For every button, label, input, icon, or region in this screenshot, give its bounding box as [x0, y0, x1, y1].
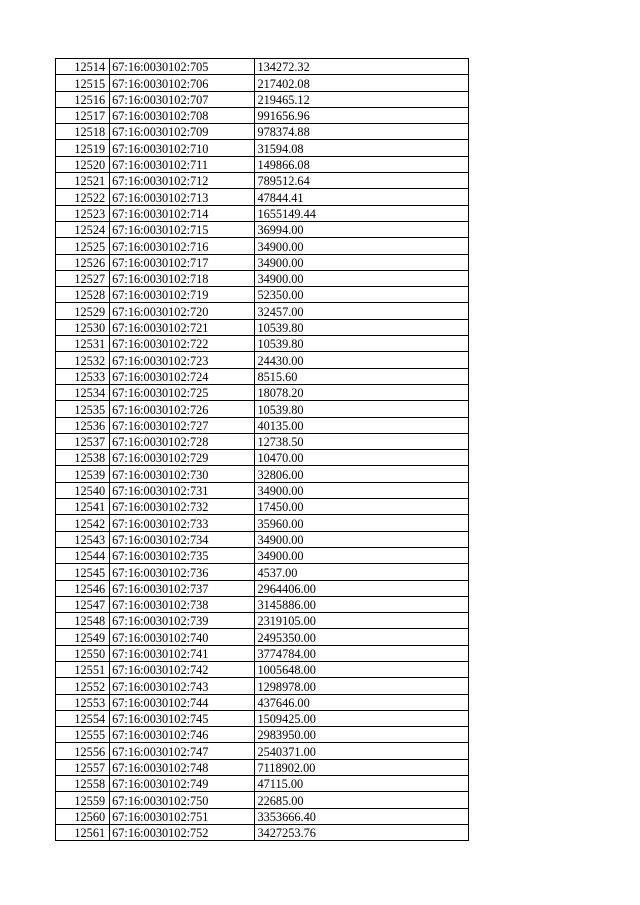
- value-cell: 34900.00: [255, 238, 469, 254]
- row-number-cell: 12535: [56, 401, 110, 417]
- table-row: [56, 743, 469, 759]
- cadastral-number-cell: 67:16:0030102:709: [110, 124, 255, 140]
- row-number-cell: 12561: [56, 824, 110, 840]
- value-cell: 47115.00: [255, 776, 469, 792]
- cadastral-number-cell: 67:16:0030102:730: [110, 466, 255, 482]
- cadastral-number-cell: 67:16:0030102:716: [110, 238, 255, 254]
- table-row: [56, 661, 469, 677]
- cadastral-number-cell: 67:16:0030102:723: [110, 352, 255, 368]
- row-number-cell: 12536: [56, 417, 110, 433]
- cadastral-number-cell: 67:16:0030102:718: [110, 270, 255, 286]
- value-cell: 34900.00: [255, 254, 469, 270]
- row-number-cell: 12551: [56, 661, 110, 677]
- table-row: [56, 107, 469, 123]
- cadastral-number-cell: 67:16:0030102:717: [110, 254, 255, 270]
- value-cell: 3353666.40: [255, 808, 469, 824]
- cadastral-number-cell: 67:16:0030102:734: [110, 531, 255, 547]
- cadastral-number-cell: 67:16:0030102:742: [110, 661, 255, 677]
- value-cell: 1655149.44: [255, 205, 469, 221]
- value-cell: 32457.00: [255, 303, 469, 319]
- cadastral-number-cell: 67:16:0030102:739: [110, 613, 255, 629]
- table-row: [56, 499, 469, 515]
- table-row: [56, 189, 469, 205]
- value-cell: 31594.08: [255, 140, 469, 156]
- row-number-cell: 12555: [56, 727, 110, 743]
- row-number-cell: 12556: [56, 743, 110, 759]
- cadastral-number-cell: 67:16:0030102:733: [110, 515, 255, 531]
- value-cell: 991656.96: [255, 107, 469, 123]
- cadastral-number-cell: 67:16:0030102:750: [110, 792, 255, 808]
- value-cell: 1298978.00: [255, 678, 469, 694]
- row-number-cell: 12526: [56, 254, 110, 270]
- cadastral-number-cell: 67:16:0030102:748: [110, 759, 255, 775]
- cadastral-number-cell: 67:16:0030102:715: [110, 221, 255, 237]
- value-cell: 10470.00: [255, 450, 469, 466]
- cadastral-number-cell: 67:16:0030102:737: [110, 580, 255, 596]
- table-row: [56, 450, 469, 466]
- table-row: [56, 580, 469, 596]
- cadastral-number-cell: 67:16:0030102:727: [110, 417, 255, 433]
- cadastral-number-cell: 67:16:0030102:752: [110, 824, 255, 840]
- row-number-cell: 12549: [56, 629, 110, 645]
- cadastral-number-cell: 67:16:0030102:744: [110, 694, 255, 710]
- cadastral-number-cell: 67:16:0030102:732: [110, 499, 255, 515]
- table-row: [56, 824, 469, 840]
- cadastral-number-cell: 67:16:0030102:740: [110, 629, 255, 645]
- value-cell: 35960.00: [255, 515, 469, 531]
- row-number-cell: 12529: [56, 303, 110, 319]
- row-number-cell: 12552: [56, 678, 110, 694]
- row-number-cell: 12554: [56, 710, 110, 726]
- row-number-cell: 12525: [56, 238, 110, 254]
- cadastral-number-cell: 67:16:0030102:746: [110, 727, 255, 743]
- table-row: [56, 205, 469, 221]
- row-number-cell: 12527: [56, 270, 110, 286]
- cadastral-number-cell: 67:16:0030102:708: [110, 107, 255, 123]
- table-row: [56, 596, 469, 612]
- row-number-cell: 12539: [56, 466, 110, 482]
- value-cell: 52350.00: [255, 287, 469, 303]
- value-cell: 22685.00: [255, 792, 469, 808]
- value-cell: 36994.00: [255, 221, 469, 237]
- cadastral-number-cell: 67:16:0030102:726: [110, 401, 255, 417]
- row-number-cell: 12542: [56, 515, 110, 531]
- row-number-cell: 12544: [56, 547, 110, 563]
- row-number-cell: 12546: [56, 580, 110, 596]
- cadastral-number-cell: 67:16:0030102:736: [110, 564, 255, 580]
- value-cell: 12738.50: [255, 433, 469, 449]
- value-cell: 32806.00: [255, 466, 469, 482]
- value-cell: 34900.00: [255, 270, 469, 286]
- row-number-cell: 12519: [56, 140, 110, 156]
- row-number-cell: 12522: [56, 189, 110, 205]
- cadastral-number-cell: 67:16:0030102:706: [110, 75, 255, 91]
- table-row: [56, 238, 469, 254]
- value-cell: 10539.80: [255, 401, 469, 417]
- row-number-cell: 12520: [56, 156, 110, 172]
- cadastral-number-cell: 67:16:0030102:738: [110, 596, 255, 612]
- table-row: [56, 808, 469, 824]
- cadastral-number-cell: 67:16:0030102:721: [110, 319, 255, 335]
- table-row: [56, 547, 469, 563]
- cadastral-number-cell: 67:16:0030102:735: [110, 547, 255, 563]
- table-row: [56, 319, 469, 335]
- cadastral-number-cell: 67:16:0030102:707: [110, 91, 255, 107]
- value-cell: 2319105.00: [255, 613, 469, 629]
- value-cell: 34900.00: [255, 547, 469, 563]
- table-row: [56, 270, 469, 286]
- cadastral-number-cell: 67:16:0030102:747: [110, 743, 255, 759]
- cadastral-number-cell: 67:16:0030102:722: [110, 336, 255, 352]
- cadastral-number-cell: 67:16:0030102:728: [110, 433, 255, 449]
- value-cell: 34900.00: [255, 482, 469, 498]
- row-number-cell: 12533: [56, 368, 110, 384]
- table-row: [56, 401, 469, 417]
- value-cell: 437646.00: [255, 694, 469, 710]
- table-row: [56, 368, 469, 384]
- value-cell: 217402.08: [255, 75, 469, 91]
- table-row: [56, 613, 469, 629]
- row-number-cell: 12514: [56, 59, 110, 75]
- table-row: [56, 91, 469, 107]
- cadastral-number-cell: 67:16:0030102:720: [110, 303, 255, 319]
- value-cell: 47844.41: [255, 189, 469, 205]
- value-cell: 10539.80: [255, 336, 469, 352]
- row-number-cell: 12538: [56, 450, 110, 466]
- table-row: [56, 287, 469, 303]
- value-cell: 789512.64: [255, 173, 469, 189]
- row-number-cell: 12532: [56, 352, 110, 368]
- row-number-cell: 12559: [56, 792, 110, 808]
- table-row: [56, 678, 469, 694]
- value-cell: 40135.00: [255, 417, 469, 433]
- value-cell: 978374.88: [255, 124, 469, 140]
- cadastral-number-cell: 67:16:0030102:745: [110, 710, 255, 726]
- value-cell: 3145886.00: [255, 596, 469, 612]
- value-cell: 219465.12: [255, 91, 469, 107]
- value-cell: 8515.60: [255, 368, 469, 384]
- value-cell: 7118902.00: [255, 759, 469, 775]
- cadastral-number-cell: 67:16:0030102:710: [110, 140, 255, 156]
- value-cell: 2983950.00: [255, 727, 469, 743]
- value-cell: 4537.00: [255, 564, 469, 580]
- table-row: [56, 140, 469, 156]
- table-row: [56, 384, 469, 400]
- table-row: [56, 727, 469, 743]
- value-cell: 149866.08: [255, 156, 469, 172]
- cadastral-number-cell: 67:16:0030102:705: [110, 59, 255, 75]
- table-row: [56, 75, 469, 91]
- row-number-cell: 12548: [56, 613, 110, 629]
- row-number-cell: 12528: [56, 287, 110, 303]
- row-number-cell: 12543: [56, 531, 110, 547]
- row-number-cell: 12531: [56, 336, 110, 352]
- cadastral-number-cell: 67:16:0030102:711: [110, 156, 255, 172]
- table-body: [56, 59, 469, 841]
- table-row: [56, 417, 469, 433]
- table-row: [56, 776, 469, 792]
- cadastral-number-cell: 67:16:0030102:751: [110, 808, 255, 824]
- table-row: [56, 173, 469, 189]
- cadastral-number-cell: 67:16:0030102:714: [110, 205, 255, 221]
- value-cell: 10539.80: [255, 319, 469, 335]
- row-number-cell: 12558: [56, 776, 110, 792]
- cadastral-number-cell: 67:16:0030102:712: [110, 173, 255, 189]
- row-number-cell: 12517: [56, 107, 110, 123]
- table-row: [56, 433, 469, 449]
- cadastral-number-cell: 67:16:0030102:729: [110, 450, 255, 466]
- table-row: [56, 156, 469, 172]
- table-row: [56, 482, 469, 498]
- row-number-cell: 12550: [56, 645, 110, 661]
- value-cell: 2495350.00: [255, 629, 469, 645]
- value-cell: 24430.00: [255, 352, 469, 368]
- table-row: [56, 124, 469, 140]
- cadastral-number-cell: 67:16:0030102:724: [110, 368, 255, 384]
- table-row: [56, 564, 469, 580]
- table-row: [56, 336, 469, 352]
- row-number-cell: 12553: [56, 694, 110, 710]
- value-cell: 134272.32: [255, 59, 469, 75]
- table-row: [56, 645, 469, 661]
- table-row: [56, 303, 469, 319]
- row-number-cell: 12521: [56, 173, 110, 189]
- value-cell: 1005648.00: [255, 661, 469, 677]
- row-number-cell: 12557: [56, 759, 110, 775]
- cadastral-number-cell: 67:16:0030102:749: [110, 776, 255, 792]
- row-number-cell: 12547: [56, 596, 110, 612]
- row-number-cell: 12530: [56, 319, 110, 335]
- value-cell: 3774784.00: [255, 645, 469, 661]
- value-cell: 3427253.76: [255, 824, 469, 840]
- table-row: [56, 221, 469, 237]
- cadastral-number-cell: 67:16:0030102:719: [110, 287, 255, 303]
- table-row: [56, 759, 469, 775]
- row-number-cell: 12540: [56, 482, 110, 498]
- row-number-cell: 12545: [56, 564, 110, 580]
- table-row: [56, 694, 469, 710]
- cadastral-number-cell: 67:16:0030102:743: [110, 678, 255, 694]
- table-row: [56, 531, 469, 547]
- row-number-cell: 12560: [56, 808, 110, 824]
- row-number-cell: 12541: [56, 499, 110, 515]
- value-cell: 34900.00: [255, 531, 469, 547]
- cadastral-number-cell: 67:16:0030102:731: [110, 482, 255, 498]
- value-cell: 1509425.00: [255, 710, 469, 726]
- table-row: [56, 59, 469, 75]
- value-cell: 2540371.00: [255, 743, 469, 759]
- row-number-cell: 12534: [56, 384, 110, 400]
- table-row: [56, 710, 469, 726]
- table-row: [56, 792, 469, 808]
- value-cell: 2964406.00: [255, 580, 469, 596]
- row-number-cell: 12524: [56, 221, 110, 237]
- cadastral-number-cell: 67:16:0030102:713: [110, 189, 255, 205]
- cadastral-number-cell: 67:16:0030102:741: [110, 645, 255, 661]
- value-cell: 18078.20: [255, 384, 469, 400]
- cadastral-number-cell: 67:16:0030102:725: [110, 384, 255, 400]
- row-number-cell: 12516: [56, 91, 110, 107]
- row-number-cell: 12523: [56, 205, 110, 221]
- table-row: [56, 352, 469, 368]
- row-number-cell: 12515: [56, 75, 110, 91]
- row-number-cell: 12537: [56, 433, 110, 449]
- table-row: [56, 629, 469, 645]
- table-row: [56, 254, 469, 270]
- cadastral-value-table: [55, 58, 469, 841]
- value-cell: 17450.00: [255, 499, 469, 515]
- table-row: [56, 466, 469, 482]
- table-row: [56, 515, 469, 531]
- row-number-cell: 12518: [56, 124, 110, 140]
